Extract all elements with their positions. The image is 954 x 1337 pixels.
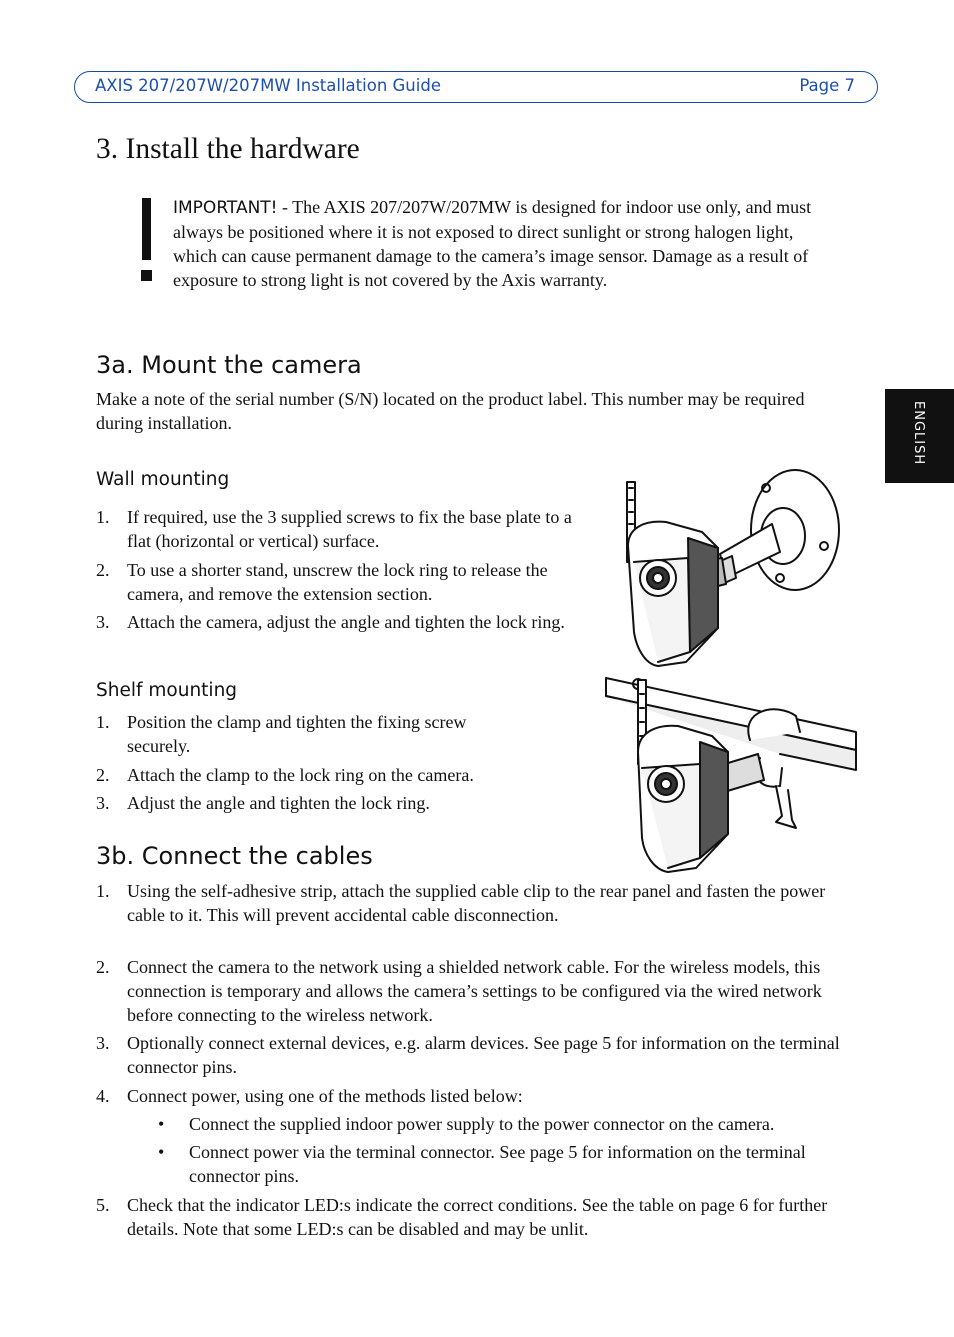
warning-exclamation-icon [142,198,151,260]
language-tab-label: ENGLISH [911,401,926,466]
wall-mounting-title: Wall mounting [96,469,230,490]
document-title: AXIS 207/207W/207MW Installation Guide [95,76,441,95]
page-header [74,71,878,103]
page-number: Page 7 [799,76,855,95]
important-notice [173,195,833,292]
important-text: - The AXIS 207/207W/207MW is designed for indoor use only, and must always be positioned where it is not exposed to direct sunlight or strong halogen light, which can cause permanent damage to the camera’s image sensor. Damage as a result of exposure to strong light is not covered by the Axis warranty. [173,197,812,290]
language-tab [885,389,954,483]
bullet-icon: • [158,1114,165,1134]
shelf-mounting-title: Shelf mounting [96,680,238,701]
important-label: IMPORTANT! [173,198,278,218]
mount-section-title: 3a. Mount the camera [96,351,362,379]
mount-intro: Make a note of the serial number (S/N) located on the product label. This number may be required during installation. [96,389,805,433]
section-title: 3. Install the hardware [96,133,360,165]
warning-exclamation-dot [141,270,152,281]
wall-mount-camera-illustration [600,466,850,674]
cables-section-title: 3b. Connect the cables [96,842,373,870]
shelf-mount-camera-illustration [600,670,860,876]
bullet-icon: • [158,1142,165,1162]
